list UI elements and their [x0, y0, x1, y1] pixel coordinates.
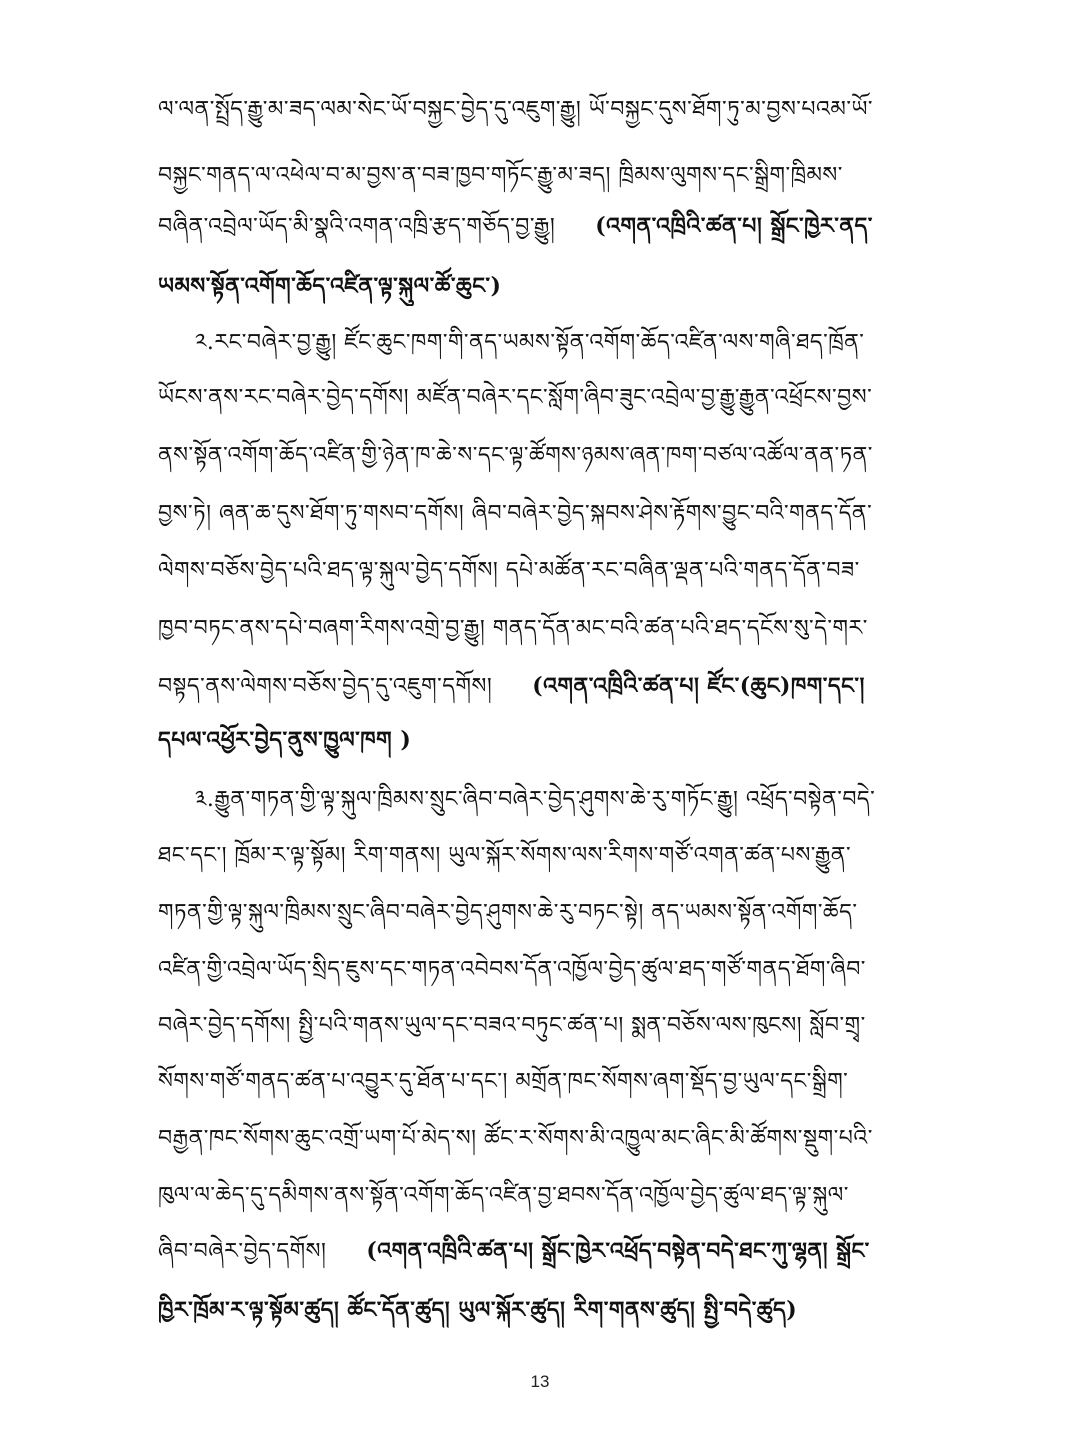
text-line: [158, 836, 918, 876]
text-line: [158, 1176, 918, 1216]
text-line: [158, 551, 918, 591]
line-text: གཏན་གྱི་ལྟ་སྐུལ་ཁྲིམས་སྲུང་ཞིབ་བཞེར་བྱེད་ཤུགས་ཆེ་རུ་བཏང་སྟེ། ནད་ཡམས་སྟོན་འགོག་ཆོད་: [158, 900, 858, 925]
line-text: ནས་སྟོན་འགོག་ཆོད་འཛིན་གྱི་ཉེན་ཁ་ཆེ་ས་དང་ལྟ་ཚོགས་ཉམས་ཞན་ཁག་བཙལ་འཚོལ་ནན་ཏན་: [158, 443, 873, 468]
text-line: [158, 666, 918, 707]
line-text: བཞེར་བྱེད་དགོས། སྤྱི་པའི་གནས་ཡུལ་དང་བཟའ་བཏུང་ཚན་པ། སྨན་བཅོས་ལས་ཁུངས། སློབ་གྲྭ་: [158, 1013, 866, 1038]
text-line: [158, 156, 918, 196]
line-text: ཁྱབ་བཏང་ནས་དཔེ་བཞག་རིགས་འགྲེ་བྱ་རྒྱུ། གནད་དོན་མང་བའི་ཚན་པའི་ཐད་དངོས་སུ་དེ་གར་: [158, 616, 868, 641]
text-line: [158, 206, 918, 247]
text-line: [158, 90, 918, 130]
text-line: [158, 494, 918, 534]
line-text: ཁུལ་ལ་ཆེད་དུ་དམིགས་ནས་སྟོན་འགོག་ཆོད་འཛིན་བྱ་ཐབས་དོན་འཁྱོལ་བྱེད་ཚུལ་ཐད་ལྟ་སྐུལ་: [158, 1183, 849, 1208]
line-text: དཔལ་འཕྱོར་བྱེད་ནུས་ཁྱུལ་ཁག ): [158, 727, 412, 753]
line-text: བྱས་ཏེ། ཞན་ཆ་དུས་ཐོག་ཏུ་གསབ་དགོས། ཞིབ་བཞེར་བྱེད་སྐབས་ཤེས་རྟོགས་བྱུང་བའི་གནད་དོན་: [158, 501, 873, 526]
responsible-unit-note: (འགན་འཁྲིའི་ཚན་པ། སྒྲོང་ཁྱེར་འཕྲོད་བསྟེན་བདེ་ཐང་ཀུ་ལྷན། སྒྲོང་: [366, 1238, 870, 1264]
line-text: ཡོངས་ནས་རང་བཞེར་བྱེད་དགོས། མཛོན་བཞེར་དང་སློག་ཞིབ་ཟུང་འབྲེལ་བྱ་རྒྱུ་རྒྱུན་འཕྲོངས་བྱས་: [158, 385, 873, 410]
line-text: འཛིན་གྱི་འབྲེལ་ཡོད་སྲིད་ཇུས་དང་གཏན་འབེབས་དོན་འཁྱོལ་བྱེད་ཚུལ་ཐད་གཙོ་གནད་ཐོག་ཞིབ་: [158, 957, 866, 982]
line-text: ལེགས་བཅོས་བྱེད་པའི་ཐད་ལྟ་སྐུལ་བྱེད་དགོས། དཔེ་མཚོན་རང་བཞིན་ལྡན་པའི་གནད་དོན་བཟ་: [158, 558, 860, 583]
line-text: ཁྱིར་ཁྲོམ་ར་ལྟ་སྟོམ་ཚུད། ཚོང་དོན་ཚུད། ཡུལ་སྐོར་ཚུད། རིག་གནས་ཚུད། སྤྱི་བདེ་ཚུད): [158, 1297, 798, 1323]
line-text: ཐང་དང་། ཁྲོམ་ར་ལྟ་སྟོམ། རིག་གནས། ཡུལ་སྐོར་སོགས་ལས་རིགས་གཙོ་འགན་ཚན་པས་རྒྱུན་: [158, 843, 852, 868]
text-line: [158, 1119, 918, 1159]
text-line: [158, 1231, 918, 1272]
line-text: བསྟད་ནས་ལེགས་བཅོས་བྱེད་དུ་འཇུག་དགོས།: [158, 674, 493, 699]
line-text: ལ་ལན་སྤྲོད་རྒྱུ་མ་ཟད་ལམ་སེང་ཡོ་བསྐྱང་བྱེད་དུ་འཇུག་རྒྱུ། ཡོ་བསྐྱང་དུས་ཐོག་ཏུ་མ་བྱས་པའམ་ཡོ་: [158, 97, 874, 122]
paragraph-start: [195, 780, 918, 820]
line-text: ༣.རྒྱུན་གཏན་གྱི་ལྟ་སྐུལ་ཁྲིམས་སྲུང་ཞིབ་བཞེར་བྱེད་ཤུགས་ཆེ་རུ་གཏོང་རྒྱུ། འཕྲོད་བསྟེན་བདེ་: [195, 787, 876, 812]
line-text: བསྐྱང་གནད་ལ་འཕེལ་བ་མ་བྱས་ན་བཟ་ཁྱབ་གཏོང་རྒྱུ་མ་ཟད། ཁྲིམས་ལུགས་དང་སྒྲིག་ཁྲིམས་: [158, 163, 843, 188]
line-text: ཡམས་སྟོན་འགོག་ཆོད་འཛིན་ལྟ་སྐུལ་ཚོ་ཆུང་): [158, 273, 502, 299]
line-text: ཞིབ་བཞེར་བྱེད་དགོས།: [158, 1239, 327, 1264]
text-line: [158, 1062, 918, 1102]
text-line: [158, 1290, 918, 1330]
text-line: [158, 378, 918, 418]
text-line: [158, 609, 918, 649]
paragraph-start: [195, 323, 918, 363]
text-line: [158, 436, 918, 476]
line-text: བཞིན་འབྲེལ་ཡོད་མི་སྣའི་འགན་འཁྲི་རྩད་གཅོད་བྱ་རྒྱུ།: [158, 214, 556, 239]
line-text: ༢.རང་བཞེར་བྱ་རྒྱུ། ཛོང་ཆུང་ཁག་གི་ནད་ཡམས་སྟོན་འགོག་ཆོད་འཛིན་ལས་གཞི་ཐད་ཁྲོན་: [195, 330, 865, 355]
responsible-unit-note: (འགན་འཁྲིའི་ཚན་པ། སྒྲོང་ཁྱེར་ནད་: [595, 213, 873, 239]
responsible-unit-note: (འགན་འཁྲིའི་ཚན་པ། ཛོང་(ཆུང)ཁག་དང་།: [532, 673, 865, 699]
page-number: 13: [530, 1372, 550, 1391]
text-line: [158, 893, 918, 933]
text-line: [158, 1006, 918, 1046]
text-line: [158, 720, 918, 760]
line-text: བརྒྱན་ཁང་སོགས་ཆུང་འགྲོ་ཡག་པོ་མེད་ས། ཚོང་ར་སོགས་མི་འཁྱུལ་མང་ཞིང་མི་ཚོགས་སྡུག་པའི་: [158, 1126, 873, 1151]
line-text: སོགས་གཙོ་གནད་ཚན་པ་འབྱུར་དུ་ཐོན་པ་དང་། མགྲོན་ཁང་སོགས་ཞག་སྡོད་བྱ་ཡུལ་དང་སྒྲིག་: [158, 1069, 849, 1094]
text-line: [158, 266, 918, 306]
text-line: [158, 950, 918, 990]
